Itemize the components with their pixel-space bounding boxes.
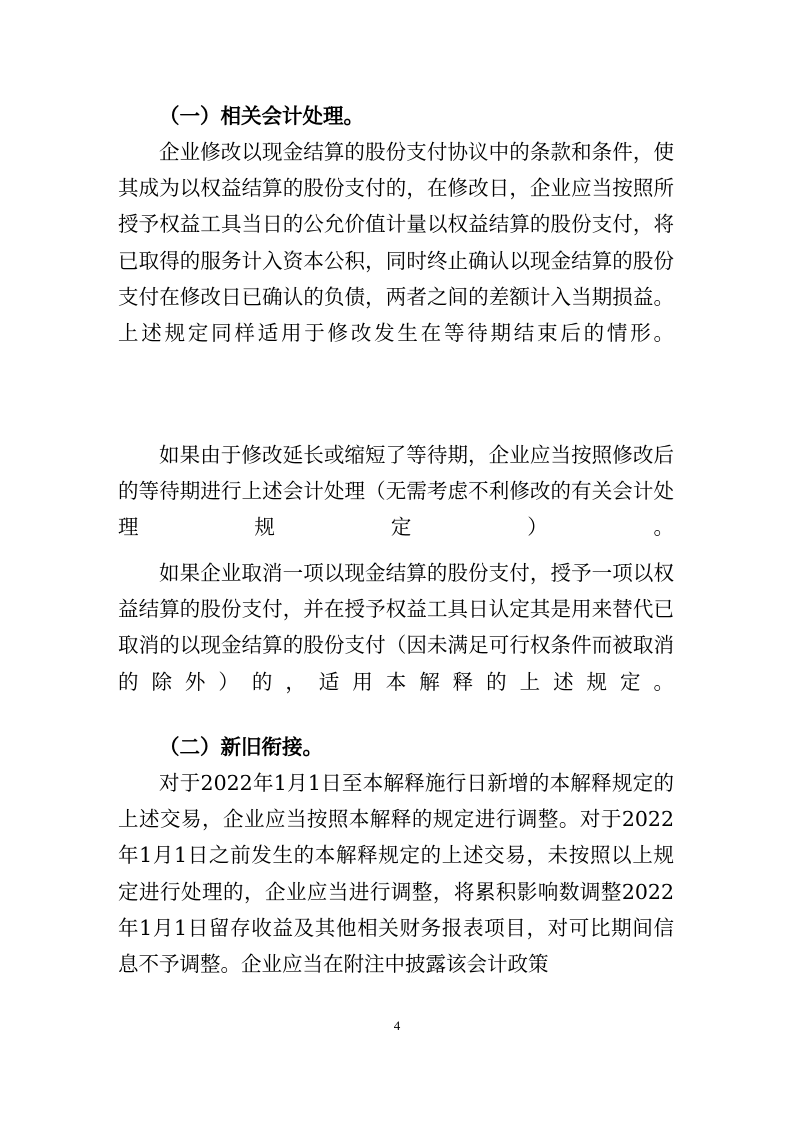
section-1-heading: （一）相关会计处理。	[159, 104, 364, 128]
section-2-heading: （二）新旧衔接。	[159, 735, 323, 759]
section-1-paragraph-3: 如果企业取消一项以现金结算的股份支付，授予一项以权益结算的股份支付，并在授予权益工具日认定其是用来替代已取消的以现金结算的股份支付（因未满足可行权条件而被取消的除外）的，适用本解释的上述规定。	[118, 561, 674, 694]
section-2-paragraph-1: 对于2022年1月1日至本解释施行日新增的本解释规定的上述交易，企业应当按照本解释的规定进行调整。对于2022年1月1日之前发生的本解释规定的上述交易，未按照以上规定进行处理的，企业应当进行调整，将累积影响数调整2022年1月1日留存收益及其他相关财务报表项目，对可比期间信息不予调整。企业应当在附注中披露该会计政策	[118, 771, 674, 977]
section-1-paragraph-1: 企业修改以现金结算的股份支付协议中的条款和条件，使其成为以权益结算的股份支付的，在修改日，企业应当按照所授予权益工具当日的公允价值计量以权益结算的股份支付，将已取得的服务计入资本公积，同时终止确认以现金结算的股份支付在修改日已确认的负债，两者之间的差额计入当期损益。上述规定同样适用于修改发生在等待期结束后的情形。	[118, 140, 674, 346]
page-number: 4	[393, 1018, 401, 1033]
section-1-paragraph-2: 如果由于修改延长或缩短了等待期，企业应当按照修改后的等待期进行上述会计处理（无需考虑不利修改的有关会计处理规定）。	[118, 443, 674, 540]
